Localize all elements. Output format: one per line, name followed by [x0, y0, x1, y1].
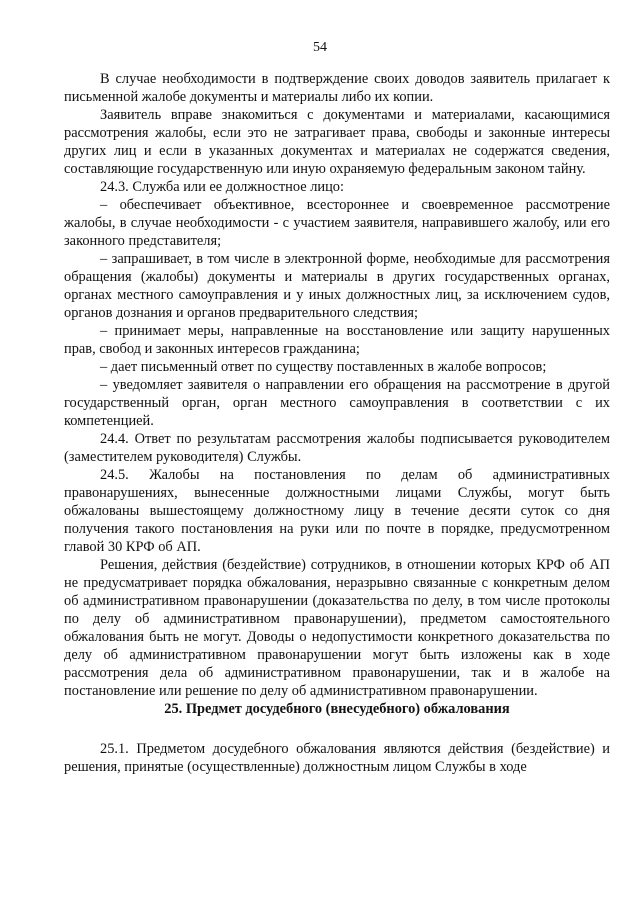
paragraph-right-to-review: Заявитель вправе знакомиться с документами и материалами, касающимися рассмотрения жалобы, если это не затрагивает права, свободы и законные интересы других лиц и если в указанных документах и материалах не содержатся сведения, составляющие государственную или иную охраняемую федеральным законом тайну. [64, 107, 610, 177]
list-item-ensures-review: – обеспечивает объективное, всестороннее и своевременное рассмотрение жалобы, в случае необходимости - с участием заявителя, направившего жалобу, или его законного представителя; [64, 197, 610, 249]
paragraph-24-5: 24.5. Жалобы на постановления по делам об административных правонарушениях, вынесенные должностными лицами Службы, могут быть обжалованы вышестоящему должностному лицу в течение десяти суток со дня получения такого постановления на руки или по почте в порядке, предусмотренном главой 30 КРФ об АП. [64, 467, 610, 555]
page-number: 54 [313, 40, 327, 55]
paragraph-24-4: 24.4. Ответ по результатам рассмотрения жалобы подписывается руководителем (заместителем руководителя) Службы. [64, 431, 610, 465]
list-item-notifies-applicant: – уведомляет заявителя о направлении его обращения на рассмотрение в другой государственный орган, орган местного самоуправления в соответствии с их компетенцией. [64, 377, 610, 429]
list-item-takes-measures: – принимает меры, направленные на восстановление или защиту нарушенных прав, свобод и законных интересов гражданина; [64, 323, 610, 357]
paragraph-24-3: 24.3. Служба или ее должностное лицо: [100, 179, 344, 195]
paragraph-attachments: В случае необходимости в подтверждение своих доводов заявитель прилагает к письменной жалобе документы и материалы либо их копии. [64, 71, 610, 105]
list-item-written-answer: – дает письменный ответ по существу поставленных в жалобе вопросов; [100, 359, 547, 375]
document-body [64, 70, 610, 776]
paragraph-25-1: 25.1. Предметом досудебного обжалования являются действия (бездействие) и решения, принятые (осуществленные) должностным лицом Службы в ходе [64, 741, 610, 775]
section-heading-25: 25. Предмет досудебного (внесудебного) обжалования [164, 701, 510, 717]
paragraph-decisions-actions: Решения, действия (бездействие) сотрудников, в отношении которых КРФ об АП не предусматривает порядка обжалования, неразрывно связанные с конкретным делом об административном правонарушении (доказательства по делу, в том числе протоколы по делу об административном правонарушении), предметом самостоятельного обжалования быть не могут. Доводы о недопустимости конкретного доказательства по делу об административном правонарушении могут быть изложены как в ходе рассмотрения дела об административном правонарушении, так и в жалобе на постановление или решение по делу об административном правонарушении. [64, 557, 610, 699]
list-item-requests-documents: – запрашивает, в том числе в электронной форме, необходимые для рассмотрения обращения (жалобы) документы и материалы в других государственных органах, органах местного самоуправления и у иных должностных лиц, за исключением судов, органов дознания и органов предварительного следствия; [64, 251, 610, 321]
